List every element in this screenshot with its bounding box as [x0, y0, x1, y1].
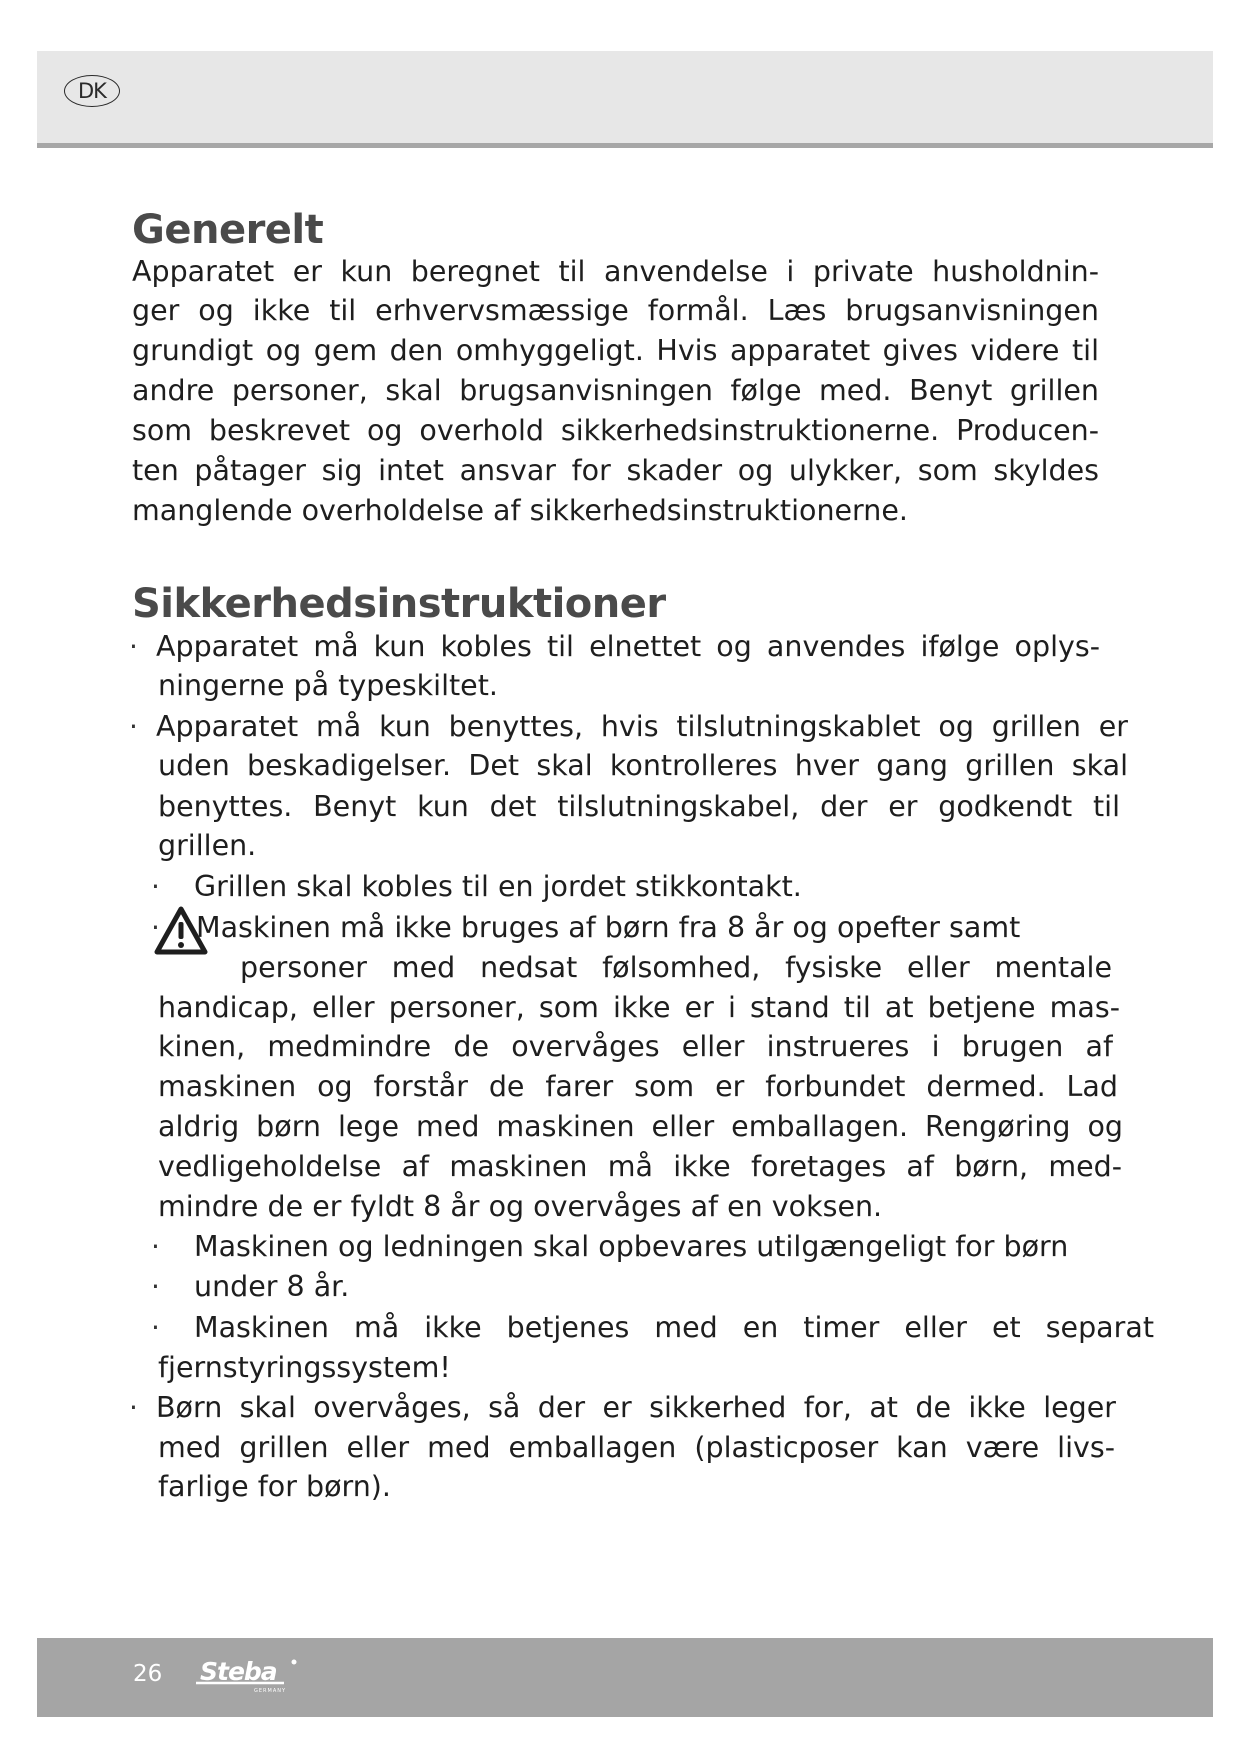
bullet-line: med grillen eller med emballagen (plasticposer kan være livs-	[158, 1431, 1115, 1464]
bullet-dot: ·	[129, 710, 138, 743]
bullet-line: vedligeholdelse af maskinen må ikke foretages af børn, med-	[158, 1150, 1122, 1183]
bullet-line: kinen, medmindre de overvåges eller instrueres i brugen af	[158, 1030, 1113, 1063]
bullet-line: handicap, eller personer, som ikke er i stand til at betjene mas-	[158, 991, 1120, 1024]
bullet-line: personer med nedsat følsomhed, fysiske eller mentale	[240, 951, 1112, 984]
paragraph-line: andre personer, skal brugsanvisningen følge med. Benyt grillen	[132, 374, 1099, 407]
bullet-line: Børn skal overvåges, så der er sikkerhed for, at de ikke leger	[156, 1391, 1116, 1424]
bullet-line: fjernstyringssystem!	[158, 1351, 451, 1384]
bullet-line: benyttes. Benyt kun det tilslutningskabel, der er godkendt til	[158, 790, 1120, 823]
header-band	[37, 51, 1213, 144]
bullet-line: Maskinen må ikke betjenes med en timer eller et separat	[194, 1311, 1154, 1344]
bullet-line: farlige for børn).	[158, 1470, 391, 1503]
bullet-line: Maskinen og ledningen skal opbevares utilgængeligt for børn	[194, 1230, 1069, 1263]
bullet-line: Apparatet må kun benyttes, hvis tilslutningskablet og grillen er	[156, 710, 1128, 743]
paragraph-line: grundigt og gem den omhyggeligt. Hvis apparatet gives videre til	[132, 334, 1099, 367]
bullet-dot: ·	[129, 630, 138, 663]
paragraph-line: Apparatet er kun beregnet til anvendelse i private husholdnin-	[132, 255, 1099, 288]
bullet-line: grillen.	[158, 829, 257, 862]
brand-sub: GERMANY	[254, 1688, 287, 1694]
paragraph-line: ten påtager sig intet ansvar for skader og ulykker, som skyldes	[132, 454, 1099, 487]
bullet-line: uden beskadigelser. Det skal kontrolleres hver gang grillen skal	[158, 749, 1128, 782]
bullet-dot: ·	[151, 1270, 160, 1303]
bullet-line: mindre de er fyldt 8 år og overvåges af en voksen.	[158, 1190, 883, 1223]
section-title-general: Generelt	[132, 207, 324, 253]
paragraph-line: ger og ikke til erhvervsmæssige formål. Læs brugsanvisningen	[132, 294, 1099, 327]
bullet-line: maskinen og forstår de farer som er forbundet dermed. Lad	[158, 1070, 1118, 1103]
section-title-safety: Sikkerhedsinstruktioner	[132, 581, 666, 627]
paragraph-line: som beskrevet og overhold sikkerhedsinstruktionerne. Producen-	[132, 414, 1099, 447]
bullet-line: ningerne på typeskiltet.	[158, 669, 498, 702]
bullet-line: Apparatet må kun kobles til elnettet og anvendes ifølge oplys-	[156, 630, 1100, 663]
bullet-dot: ·	[151, 870, 160, 903]
country-code-badge: DK	[64, 75, 120, 107]
bullet-line: Grillen skal kobles til en jordet stikkontakt.	[194, 870, 802, 903]
bullet-dot: ·	[151, 1230, 160, 1263]
header-divider	[37, 143, 1213, 148]
bullet-dot: ·	[129, 1391, 138, 1424]
bullet-dot: ·	[151, 1311, 160, 1344]
page-number: 26	[133, 1661, 163, 1687]
paragraph-line: manglende overholdelse af sikkerhedsinstruktionerne.	[132, 494, 908, 527]
steba-logo	[196, 1656, 316, 1696]
bullet-line: aldrig børn lege med maskinen eller emballagen. Rengøring og	[158, 1110, 1123, 1143]
bullet-dot: ·	[151, 911, 160, 944]
bullet-line: Maskinen må ikke bruges af børn fra 8 år og opefter samt	[196, 911, 1021, 944]
bullet-line: under 8 år.	[194, 1270, 350, 1303]
brand-name: Steba	[200, 1657, 277, 1686]
